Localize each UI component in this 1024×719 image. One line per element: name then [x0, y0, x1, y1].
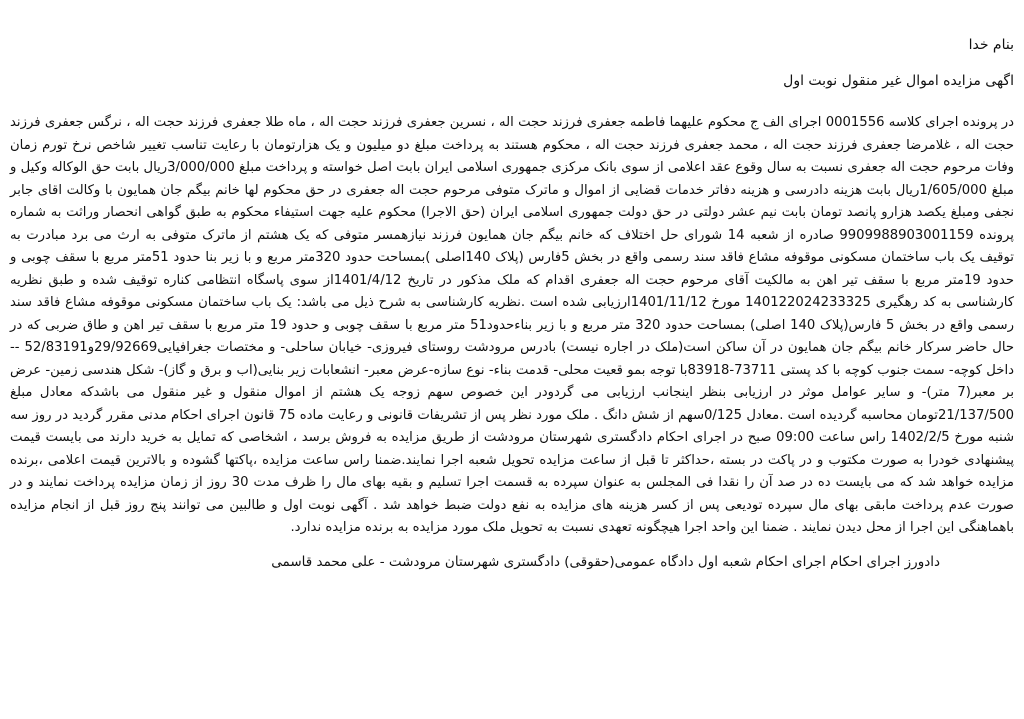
notice-title: اگهی مزایده اموال غیر منقول نوبت اول	[783, 73, 1014, 89]
greeting-line: بنام خدا	[968, 37, 1014, 53]
notice-body: در پرونده اجرای کلاسه 0001556 اجرای الف ج محکوم علیهما فاطمه جعفری فرزند حجت اله ، نسرین جعفری فرزند حجت اله ، ماه طلا جعفری فرزند حجت اله ، نرگس جعفری فرزند حجت اله ، غلامرضا جعفری فرزند حجت اله ، محمد جعفری فرزند حجت اله ، محکوم هستند به پرداخت مبلغ دو میلیون و یک هزارتومان با رعایت تناسب تغییر شاخص نرخ تورم زمان وفات مرحوم حجت اله جعفری نسبت به سال وقوع عقد اعلامی از سوی بانک مرکزی جمهوری اسلامی ایران بابت اصل خواسته و پرداخت مبلغ 3/000/000ریال بابت حق الوکاله وکیل و مبلغ 1/605/000ریال بابت هزینه دادرسی و هزینه دفاتر خدمات قضایی از اموال و ماترک متوفی مرحوم حجت اله جعفری در حق محکوم لها خانم بیگم جان همایون با وکالت اقای جابر نجفی ومبلغ یکصد هزارو پانصد تومان بابت نیم عشر دولتی در حق دولت جمهوری اسلامی ایران (حق الاجرا) محکوم علیه جهت استیفاء محکوم به طبق گواهی انحصار وراثت به شماره پرونده 9909988903001159 صادره از شعبه 14 شورای حل اختلاف که خانم بیگم جان همایون فرزند نیازهمسر متوفی که یک هشتم از ماترک متوفی به ارث می برد مبادرت به توقیف یک باب ساختمان مسکونی موقوفه مشاع فاقد سند رسمی واقع در بخش 5فارس (پلاک 140اصلی )بمساحت حدود 320متر مربع و با زیر بنا حدود 51متر مربع با سقف چوبی و حدود 19متر مربع با سقف تیر اهن به مالکیت آقای مرحوم حجت اله جعفری اقدام که ملک مذکور در تاریخ 1401/4/12از سوی پاسگاه انتظامی کناره توقیف شده و طبق نظریه کارشناسی به کد رهگیری 140122024233325 مورخ 1401/11/12ارزیابی شده است .نظریه کارشناسی به شرح ذیل می باشد: یک باب ساختمان مسکونی موقوفه مشاع فاقد سند رسمی واقع در بخش 5 فارس(پلاک 140 اصلی) بمساحت حدود 320 متر مربع و با زیر بناءحدود51 متر مربع با سقف چوبی و حدود 19 متر مربع با سقف تیر اهن و طاق ضربی که در حال حاضر سرکار خانم بیگم جان همایون در آن ساکن است(ملک در اجاره نیست) بادرس مرودشت روستای فیروزی- خیابان ساحلی- و مختصات جغرافیایی29/92669و52/83191 -- داخل کوچه- سمت جنوب کوچه با کد پستی 73711-83918با توجه بمو قعیت محلی- قدمت بناء- نوع سازه-عرض معبر- انشعابات زیر بنایی(اب و برق و گاز)- شکل هندسی زمین- عرض بر معبر(7 متر)- و سایر عوامل موثر در ارزیابی بنظر اینجانب ارزیابی می گردودر این خصوص سهم زوجه یک هشتم از اموال منقول و غیر منقول می باشدکه معادل مبلغ 21/137/500تومان محاسبه گردیده است .معادل 0/125سهم از شش دانگ . ملک مورد نظر پس از تشریفات قانونی و رعایت ماده 75 قانون اجرای احکام مدنی مقرر گردید در روز سه شنبه مورخ 1402/2/5 راس ساعت 09:00 صبح در اجرای احکام دادگستری شهرستان مرودشت از طریق مزایده به فروش برسد ، اشخاصی که تمایل به خرید دارند می بایست قیمت پیشنهادی خودرا به صورت مکتوب و در پاکت در بسته ،حداکثر تا قبل از ساعت مزایده تحویل شعبه اجرا نمایند.ضمنا راس ساعت مزایده ،پاکتها گشوده و بالاترین قیمت اعلامی ،برنده مزایده خواهد شد که می بایست ده در صد آن را نقدا فی المجلس به عنوان سپرده به قسمت اجرا تسلیم و بقیه بهای مال را ظرف مدت 30 روز از زمان مزایده پرداخت نمایند و در صورت عدم پرداخت مابقی بهای مال سپرده تودیعی پس از کسر هزینه های مزایده به نفع دولت ضبط خواهد شد . آگهی نوبت اول و طالبین می توانند پنج روز قبل از انجام مزایده باهماهنگی این اجرا از محل دیدن نمایند . ضمنا این واحد اجرا هیچگونه تعهدی نسبت به تحویل ملک مورد مزایده به برنده مزایده ندارد.	[10, 115, 1015, 535]
notice-document	[10, 36, 1014, 585]
signature-line: دادورز اجرای احکام اجرای احکام شعبه اول دادگاه عمومی(حقوقی) دادگستری شهرستان مرودشت - علی محمد قاسمی	[271, 553, 940, 570]
